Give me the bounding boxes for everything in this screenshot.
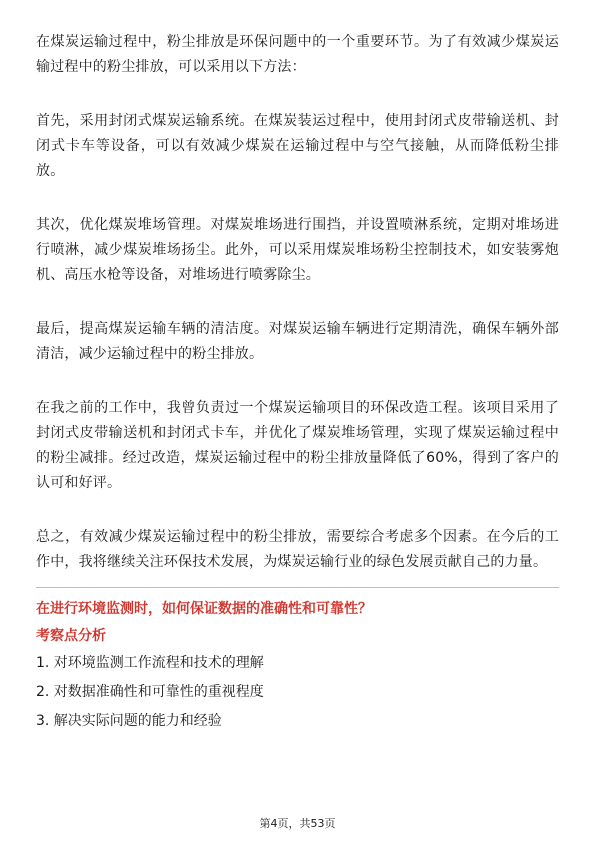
analysis-point: 2. 对数据准确性和可靠性的重视程度 (36, 684, 264, 700)
paragraph: 总之，有效减少煤炭运输过程中的粉尘排放，需要综合考虑多个因素。在今后的工作中，我将继续关注环保技术发展，为煤炭运输行业的绿色发展贡献自己的力量。 (36, 529, 559, 570)
page-content (36, 30, 559, 739)
paragraph: 在我之前的工作中，我曾负责过一个煤炭运输项目的环保改造工程。该项目采用了封闭式皮带输送机和封闭式卡车，并优化了煤炭堆场管理，实现了煤炭运输过程中的粉尘减排。经过改造，煤炭运输过程中的粉尘排放量降低了60%，得到了客户的认可和好评。 (36, 400, 559, 491)
paragraph: 在煤炭运输过程中，粉尘排放是环保问题中的一个重要环节。为了有效减少煤炭运输过程中的粉尘排放，可以采用以下方法： (36, 34, 559, 75)
question-heading: 在进行环境监测时，如何保证数据的准确性和可靠性？ (36, 601, 372, 617)
paragraph: 首先，采用封闭式煤炭运输系统。在煤炭装运过程中，使用封闭式皮带输送机、封闭式卡车等设备，可以有效减少煤炭在运输过程中与空气接触，从而降低粉尘排放。 (36, 113, 559, 179)
page-number: 第4页，共53页 (259, 817, 336, 830)
section-divider (36, 587, 559, 588)
analysis-title: 考察点分析 (36, 628, 106, 644)
analysis-point: 3. 解决实际问题的能力和经验 (36, 713, 222, 729)
paragraph: 其次，优化煤炭堆场管理。对煤炭堆场进行围挡，并设置喷淋系统，定期对堆场进行喷淋，减少煤炭堆场扬尘。此外，可以采用煤炭堆场粉尘控制技术，如安装雾炮机、高压水枪等设备，对堆场进行喷雾除尘。 (36, 217, 559, 283)
paragraph: 最后，提高煤炭运输车辆的清洁度。对煤炭运输车辆进行定期清洗，确保车辆外部清洁，减少运输过程中的粉尘排放。 (36, 321, 559, 362)
analysis-point: 1. 对环境监测工作流程和技术的理解 (36, 655, 264, 671)
